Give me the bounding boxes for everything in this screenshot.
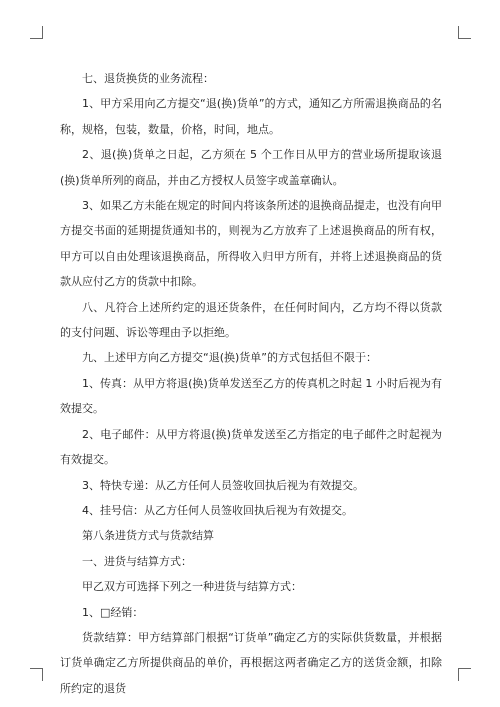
crop-mark-bottom-right [458, 668, 471, 681]
paragraph: 2、电子邮件：从甲方将退(换)货单发送至乙方指定的电子邮件之时起视为有效提交。 [60, 427, 442, 467]
section-heading-return-process: 七、退货换货的业务流程： [82, 72, 214, 85]
paragraph: 4、挂号信：从乙方任何人员签收回执后视为有效提交。 [82, 503, 353, 517]
paragraph: 1、甲方采用向乙方提交“退(换)货单”的方式，通知乙方所需退换商品的名称，规格，包装，数量，价格，时间，地点。 [60, 97, 442, 136]
article-heading: 第八条进货方式与货款结算 [82, 529, 214, 543]
crop-mark-top-left [30, 26, 43, 39]
section-heading-purchase-settlement: 一、进货与结算方式： [82, 554, 192, 568]
section-heading-refusal: 八、凡符合上述所约定的退还货条件，在任何时间内，乙方均不得以货款的支付问题、诉讼等理由予以拒绝。 [60, 300, 442, 340]
crop-mark-top-right [458, 26, 471, 39]
document-body [60, 66, 442, 701]
paragraph: 3、特快专递：从乙方任何人员签收回执后视为有效提交。 [82, 478, 364, 492]
section-heading-submission-methods: 九、上述甲方向乙方提交“退(换)货单”的方式包括但不限于： [82, 351, 377, 365]
crop-mark-bottom-left [30, 668, 43, 681]
paragraph: 3、如果乙方未能在规定的时间内将该条所述的退换商品提走，也没有向甲方提交书面的延期提货通知书的，则视为乙方放弃了上述退换商品的所有权，甲方可以自由处理该退换商品，所得收入归甲方所有，并将上述退换商品的货款从应付乙方的货款中扣除。 [60, 199, 442, 289]
paragraph: 1、传真：从甲方将退(换)货单发送至乙方的传真机之时起 1 小时后视为有效提交。 [60, 376, 442, 416]
paragraph: 货款结算：甲方结算部门根据“订货单”确定乙方的实际供货数量，并根据订货单确定乙方所提供商品的单价，再根据这两者确定乙方的送货金额，扣除所约定的退货 [60, 630, 442, 695]
paragraph-distribution-option: 1、□经销： [82, 605, 144, 619]
paragraph: 2、退(换)货单之日起，乙方须在 5 个工作日从甲方的营业场所提取该退(换)货单所列的商品，并由乙方授权人员签字或盖章确认。 [60, 148, 442, 187]
paragraph: 甲乙双方可选择下列之一种进货与结算方式： [82, 580, 302, 594]
